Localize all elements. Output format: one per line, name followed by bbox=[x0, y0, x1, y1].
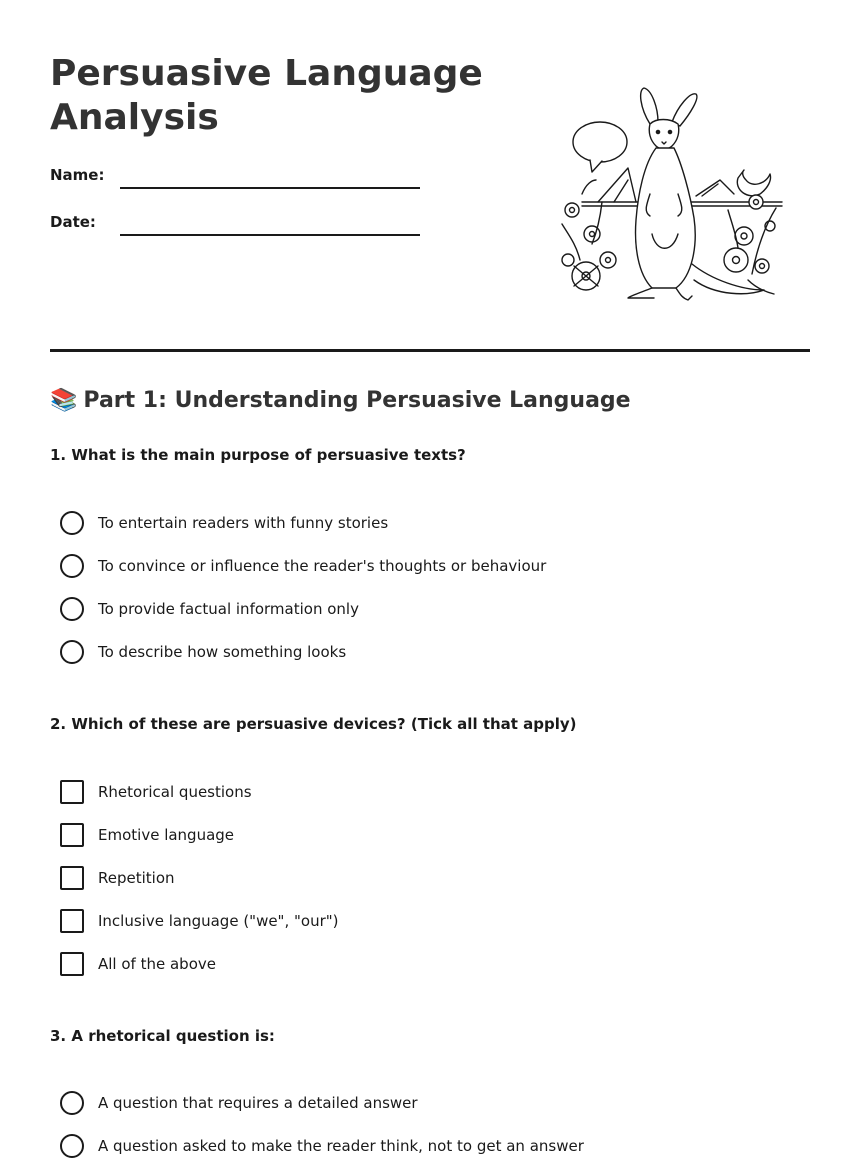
worksheet-title: Persuasive Language Analysis bbox=[50, 53, 483, 138]
question-2-option-3[interactable] bbox=[60, 865, 175, 891]
option-label: To describe how something looks bbox=[98, 643, 347, 661]
date-field[interactable] bbox=[120, 234, 420, 236]
option-label: A question asked to make the reader think, not to get an answer bbox=[98, 1137, 584, 1155]
option-label: Repetition bbox=[98, 869, 175, 887]
question-2: 2. Which of these are persuasive devices? (Tick all that apply) bbox=[50, 715, 577, 733]
checkbox[interactable] bbox=[60, 952, 84, 976]
option-label: To entertain readers with funny stories bbox=[98, 514, 389, 532]
radio-button[interactable] bbox=[60, 1134, 84, 1158]
name-label: Name: bbox=[50, 166, 105, 184]
checkbox[interactable] bbox=[60, 780, 84, 804]
option-label: Inclusive language ("we", "our") bbox=[98, 912, 339, 930]
question-2-option-2[interactable] bbox=[60, 822, 234, 848]
checkbox[interactable] bbox=[60, 823, 84, 847]
date-label: Date: bbox=[50, 213, 96, 231]
radio-button[interactable] bbox=[60, 640, 84, 664]
option-label: Rhetorical questions bbox=[98, 783, 252, 801]
part1-heading bbox=[50, 388, 631, 413]
checkbox[interactable] bbox=[60, 909, 84, 933]
radio-button[interactable] bbox=[60, 597, 84, 621]
question-1-option-4[interactable] bbox=[60, 639, 346, 665]
question-1-option-1[interactable] bbox=[60, 510, 388, 536]
option-label: Emotive language bbox=[98, 826, 235, 844]
question-3-option-2[interactable] bbox=[60, 1133, 584, 1159]
option-label: To convince or influence the reader's thoughts or behaviour bbox=[98, 557, 547, 575]
question-2-option-5[interactable] bbox=[60, 951, 216, 977]
question-1-option-3[interactable] bbox=[60, 596, 359, 622]
option-label: A question that requires a detailed answer bbox=[98, 1094, 418, 1112]
part1-heading-text: Part 1: Understanding Persuasive Language bbox=[83, 388, 631, 413]
name-field[interactable] bbox=[120, 187, 420, 189]
option-label: All of the above bbox=[98, 955, 216, 973]
kangaroo-illustration-icon bbox=[552, 84, 784, 306]
question-1: 1. What is the main purpose of persuasive texts? bbox=[50, 446, 466, 464]
divider bbox=[50, 349, 810, 352]
checkbox[interactable] bbox=[60, 866, 84, 890]
question-3: 3. A rhetorical question is: bbox=[50, 1027, 275, 1045]
question-2-option-1[interactable] bbox=[60, 779, 252, 805]
radio-button[interactable] bbox=[60, 511, 84, 535]
radio-button[interactable] bbox=[60, 1091, 84, 1115]
question-3-option-1[interactable] bbox=[60, 1090, 418, 1116]
option-label: To provide factual information only bbox=[98, 600, 359, 618]
radio-button[interactable] bbox=[60, 554, 84, 578]
books-icon: 📚 bbox=[50, 388, 78, 413]
question-2-option-4[interactable] bbox=[60, 908, 339, 934]
question-1-option-2[interactable] bbox=[60, 553, 546, 579]
